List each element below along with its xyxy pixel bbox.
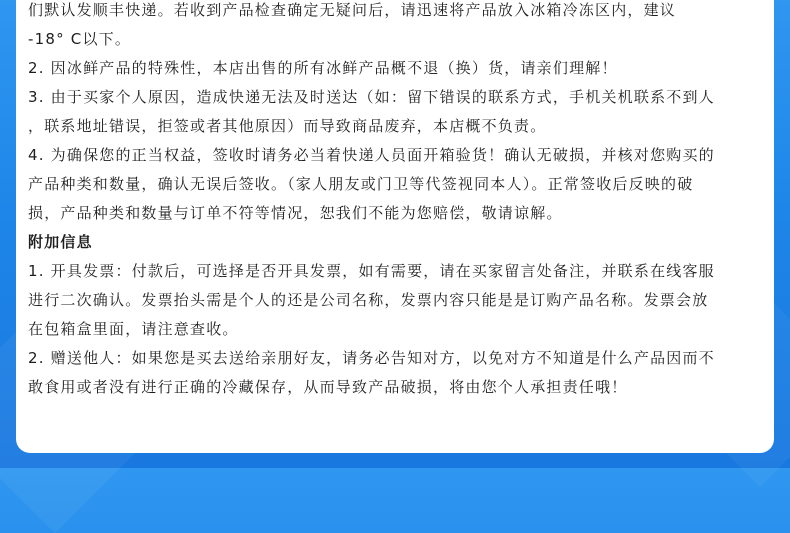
notice-line-invoice: 1. 开具发票：付款后，可选择是否开具发票，如有需要，请在买家留言处备注，并联系在线客服 — [28, 262, 715, 280]
notice-line-buyer-reason: 3. 由于买家个人原因，造成快递无法及时送达（如：留下错误的联系方式，手机关机联系不到人 — [28, 88, 715, 106]
notice-line-buyer-reason-cont: ，联系地址错误，拒签或者其他原因）而导致商品废弃，本店概不负责。 — [28, 117, 547, 135]
section-heading-additional-info: 附加信息 — [28, 233, 93, 251]
notice-line-inspection: 4. 为确保您的正当权益，签收时请务必当着快递人员面开箱验货！确认无破损，并核对您购买的 — [28, 146, 715, 164]
notice-card — [16, 0, 774, 453]
notice-line-gift: 2. 赠送他人：如果您是买去送给亲朋好友，请务必告知对方，以免对方不知道是什么产品因而不 — [28, 349, 715, 367]
notice-line-no-returns: 2. 因冰鲜产品的特殊性，本店出售的所有冰鲜产品概不退（换）货，请亲们理解！ — [28, 59, 618, 77]
notice-line-gift-cont: 敢食用或者没有进行正确的冷藏保存，从而导致产品破损，将由您个人承担责任哦！ — [28, 378, 628, 396]
notice-text-block — [28, 0, 768, 402]
notice-line-shipping-storage: 们默认发顺丰快递。若收到产品检查确定无疑问后，请迅速将产品放入冰箱冷冻区内，建议 — [28, 1, 677, 19]
notice-line-temperature: -18° C以下。 — [28, 30, 132, 48]
notice-line-invoice-cont: 进行二次确认。发票抬头需是个人的还是公司名称，发票内容只能是是订购产品名称。发票会放 — [28, 291, 709, 309]
notice-line-invoice-end: 在包箱盒里面，请注意查收。 — [28, 320, 239, 338]
notice-line-inspection-end: 损，产品种类和数量与订单不符等情况，恕我们不能为您赔偿，敬请谅解。 — [28, 204, 563, 222]
notice-line-inspection-cont: 产品种类和数量，确认无误后签收。（家人朋友或门卫等代签视同本人）。正常签收后反映的破 — [28, 175, 694, 193]
